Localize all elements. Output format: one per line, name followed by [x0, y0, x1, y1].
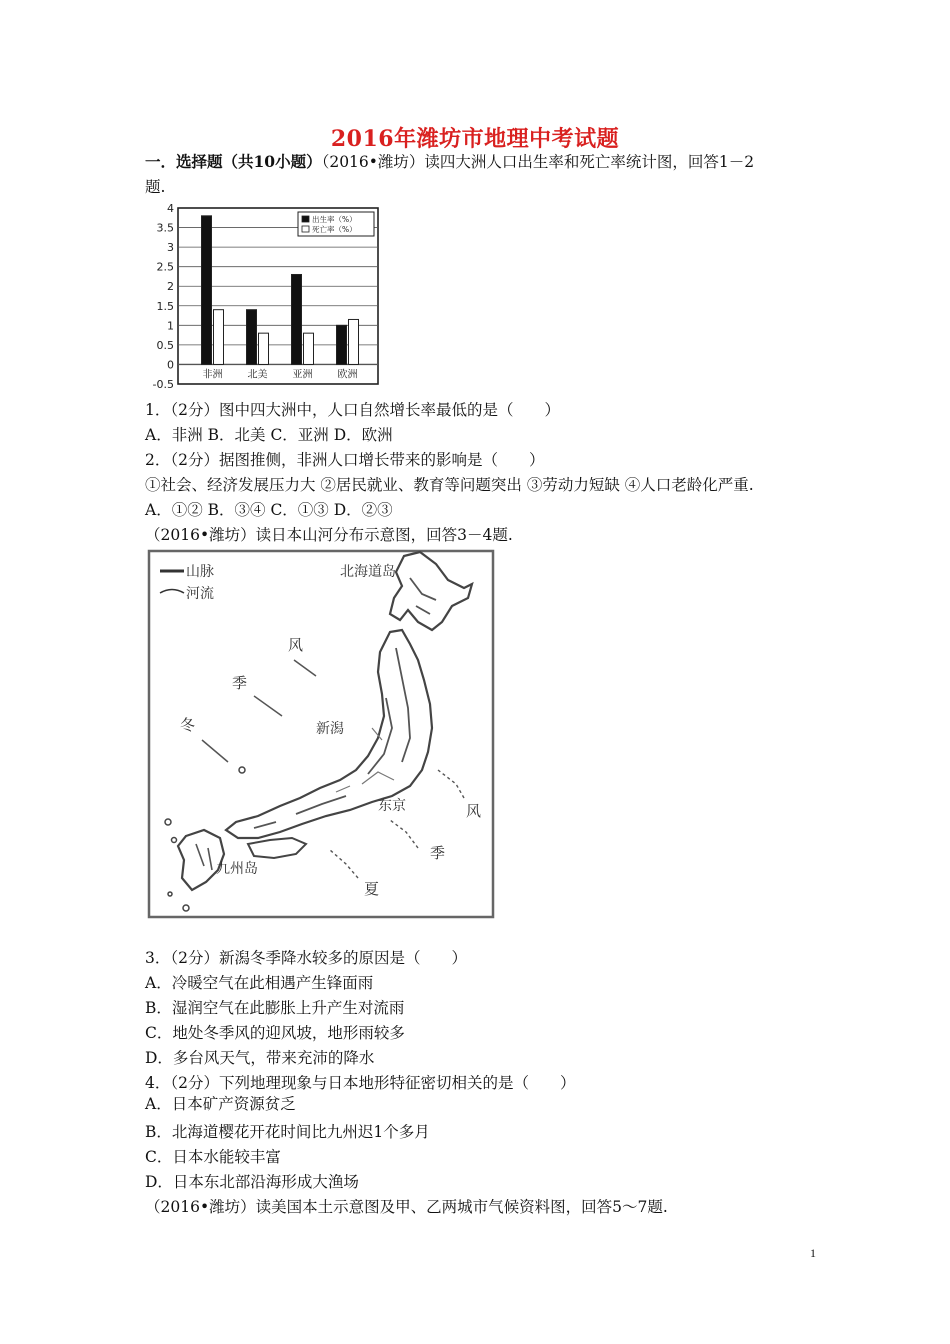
- y-tick-label: 4: [167, 202, 174, 215]
- legend-mountain: 山脉: [186, 564, 214, 580]
- section-heading: 一．选择题（共10小题）: [145, 152, 322, 171]
- q4-option-a: A．日本矿产资源贫乏: [145, 1095, 296, 1113]
- q2-options: A．①② B．③④ C．①③ D．②③: [145, 501, 393, 519]
- legend-river: 河流: [186, 586, 214, 602]
- q4-stem: 4．（2分）下列地理现象与日本地形特征密切相关的是（ ）: [145, 1074, 576, 1092]
- winter-label-feng: 风: [288, 636, 304, 654]
- y-tick-label: 2: [167, 280, 174, 294]
- x-category-label: 非洲: [202, 369, 223, 381]
- label-kyushu: 九州岛: [216, 861, 258, 877]
- summer-label-ji: 季: [430, 844, 446, 862]
- death-rate-bar: [304, 333, 314, 364]
- legend-label: 死亡率（%）: [312, 225, 357, 234]
- birth-rate-bar: [247, 310, 257, 365]
- intro-3: （2016•潍坊）读美国本土示意图及甲、乙两城市气候资料图，回答5～7题.: [145, 1198, 668, 1216]
- japan-map-svg: [146, 548, 496, 920]
- legend-swatch: [302, 216, 309, 222]
- q3-option-b: B．湿润空气在此膨胀上升产生对流雨: [145, 999, 405, 1017]
- intro-2: （2016•潍坊）读日本山河分布示意图，回答3－4题.: [145, 526, 513, 544]
- page-title: 2016年潍坊市地理中考试题: [330, 126, 620, 152]
- label-niigata: 新潟: [316, 721, 344, 737]
- population-chart: [140, 198, 385, 393]
- q4-option-d: D．日本东北部沿海形成大渔场: [145, 1173, 359, 1191]
- q3-option-c: C．地处冬季风的迎风坡，地形雨较多: [145, 1024, 405, 1042]
- winter-label-ji: 季: [232, 674, 248, 692]
- legend-swatch: [302, 226, 309, 232]
- x-category-label: 亚洲: [292, 369, 313, 381]
- y-tick-label: 0.5: [156, 338, 174, 352]
- y-tick-label: 1.5: [156, 299, 174, 313]
- summer-label-xia: 夏: [364, 880, 380, 898]
- q2-items: ①社会、经济发展压力大 ②居民就业、教育等问题突出 ③劳动力短缺 ④人口老龄化严重.: [145, 476, 754, 494]
- label-tokyo: 东京: [378, 798, 406, 814]
- death-rate-bar: [259, 333, 269, 364]
- q4-option-b: B．北海道樱花开花时间比九州迟1个多月: [145, 1123, 430, 1141]
- y-tick-label: 3.5: [156, 221, 174, 235]
- q2-stem: 2．（2分）据图推侧，非洲人口增长带来的影响是（ ）: [145, 451, 545, 469]
- page-number: 1: [810, 1246, 816, 1260]
- q3-option-d: D．多台风天气，带来充沛的降水: [145, 1049, 375, 1067]
- japan-map: [146, 548, 496, 920]
- q1-stem: 1．（2分）图中四大洲中，人口自然增长率最低的是（ ）: [145, 401, 560, 419]
- winter-label-dong: 冬: [180, 716, 196, 734]
- q3-option-a: A．冷暖空气在此相遇产生锋面雨: [145, 974, 374, 992]
- y-tick-label: 1: [167, 319, 174, 333]
- y-tick-label: 3: [167, 241, 174, 255]
- death-rate-bar: [214, 310, 224, 365]
- y-tick-label: 2.5: [156, 260, 174, 274]
- q3-stem: 3．（2分）新潟冬季降水较多的原因是（ ）: [145, 949, 467, 967]
- summer-label-feng: 风: [466, 802, 482, 820]
- birth-rate-bar: [202, 216, 212, 365]
- x-category-label: 欧洲: [337, 369, 358, 381]
- birth-rate-bar: [337, 325, 347, 364]
- legend-label: 出生率（%）: [312, 215, 357, 224]
- y-tick-label: -0.5: [152, 378, 174, 391]
- birth-rate-bar: [292, 274, 302, 364]
- intro-text: （2016•潍坊）读四大洲人口出生率和死亡率统计图，回答1－2: [321, 153, 755, 171]
- section-intro: [145, 152, 754, 172]
- label-hokkaido: 北海道岛: [340, 564, 396, 580]
- y-tick-label: 0: [167, 358, 174, 372]
- q1-options: A．非洲 B．北美 C．亚洲 D．欧洲: [145, 426, 393, 444]
- q4-option-c: C．日本水能较丰富: [145, 1148, 281, 1166]
- intro-text-cont: 题.: [145, 178, 166, 196]
- x-category-label: 北美: [247, 369, 268, 381]
- chart-svg: [140, 198, 385, 393]
- death-rate-bar: [349, 319, 359, 364]
